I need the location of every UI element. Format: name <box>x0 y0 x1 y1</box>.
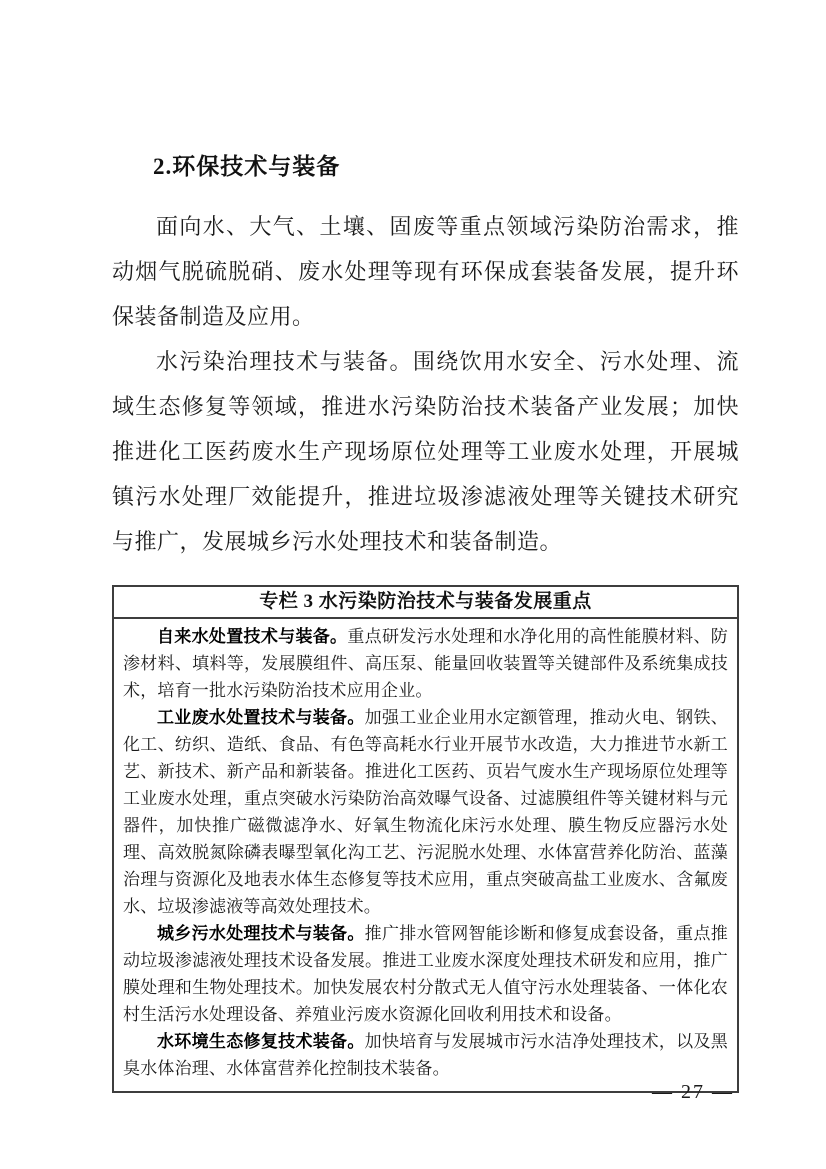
box-body <box>114 619 737 1091</box>
box-item <box>123 1028 728 1082</box>
box-item-text: 推广排水管网智能诊断和修复成套设备，重点推动垃圾渗滤液处理技术设备发展。推进工业废水深度处理技术研发和应用，推广膜处理和生物处理技术。加快发展农村分散式无人值守污水处理装备、一体化农村生活污水处理设备、养殖业污废水资源化回收利用技术和设备。 <box>123 924 728 1024</box>
box-item-lead: 城乡污水处理技术与装备。 <box>157 924 365 943</box>
box-item <box>123 704 728 920</box>
section-heading: 2.环保技术与装备 <box>153 154 341 179</box>
box-item-text: 重点研发污水处理和水净化用的高性能膜材料、防渗材料、填料等，发展膜组件、高压泵、能量回收装置等关键部件及系统集成技术，培育一批水污染防治技术应用企业。 <box>123 627 728 700</box>
box-item <box>123 920 728 1028</box>
box-item-text: 加快培育与发展城市污水洁净处理技术，以及黑臭水体治理、水体富营养化控制技术装备。 <box>123 1032 728 1078</box>
box-title: 专栏 3 水污染防治技术与装备发展重点 <box>114 587 737 619</box>
box-item-text: 加强工业企业用水定额管理，推动火电、钢铁、化工、纺织、造纸、食品、有色等高耗水行业开展节水改造，大力推进节水新工艺、新技术、新产品和新装备。推进化工医药、页岩气废水生产现场原位处理等工业废水处理，重点突破水污染防治高效曝气设备、过滤膜组件等关键材料与元器件，加快推广磁微滤净水、好氧生物流化床污水处理、膜生物反应器污水处理、高效脱氮除磷表曝型氧化沟工艺、污泥脱水处理、水体富营养化防治、蓝藻治理与资源化及地表水体生态修复等技术应用，重点突破高盐工业废水、含氟废水、垃圾渗滤液等高效处理技术。 <box>123 708 728 916</box>
box-item <box>123 623 728 704</box>
page-number: — 27 — <box>652 1081 734 1103</box>
box-item-lead: 自来水处置技术与装备。 <box>157 627 348 646</box>
page-content <box>112 150 739 1093</box>
body-paragraph: 水污染治理技术与装备。围绕饮用水安全、污水处理、流域生态修复等领域，推进水污染防治技术装备产业发展；加快推进化工医药废水生产现场原位处理等工业废水处理，开展城镇污水处理厂效能提升，推进垃圾渗滤液处理等关键技术研究与推广，发展城乡污水处理技术和装备制造。 <box>112 349 739 554</box>
highlight-box <box>112 585 739 1093</box>
box-item-lead: 工业废水处置技术与装备。 <box>157 708 365 727</box>
box-item-lead: 水环境生态修复技术装备。 <box>157 1032 365 1051</box>
body-paragraph: 面向水、大气、土壤、固废等重点领域污染防治需求，推动烟气脱硫脱硝、废水处理等现有环保成套装备发展，提升环保装备制造及应用。 <box>112 214 739 329</box>
